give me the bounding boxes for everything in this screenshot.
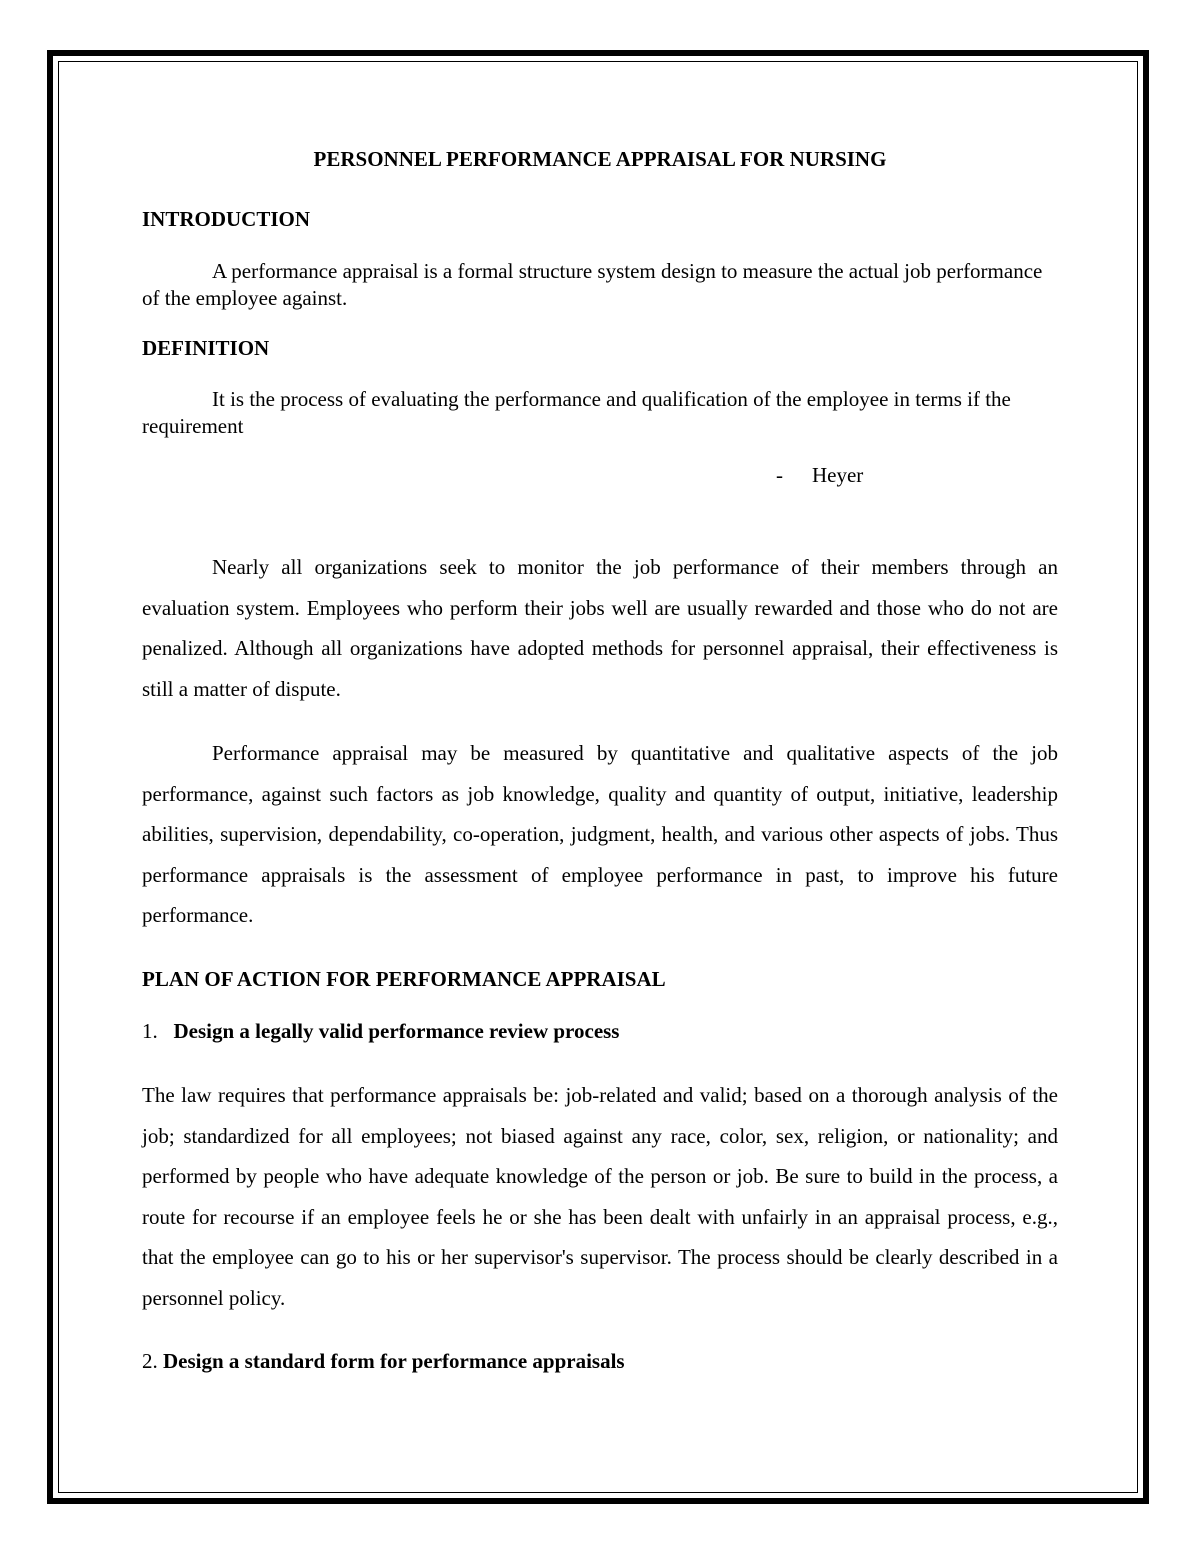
plan-item-2-title: Design a standard form for performance appraisals: [163, 1349, 625, 1373]
document-title: PERSONNEL PERFORMANCE APPRAISAL FOR NURSING: [313, 147, 887, 171]
plan-item-2-number: 2.: [142, 1349, 158, 1373]
introduction-text: A performance appraisal is a formal structure system design to measure the actual job performance of the employee against.: [142, 259, 1043, 310]
definition-text: It is the process of evaluating the performance and qualification of the employee in terms if the requirement: [142, 387, 1011, 438]
introduction-heading: INTRODUCTION: [142, 207, 311, 231]
plan-item-1-title: Design a legally valid performance review process: [173, 1019, 620, 1043]
plan-item-2-heading: [142, 1346, 625, 1376]
author-dash: -: [776, 463, 783, 487]
plan-item-1-number: 1.: [142, 1019, 158, 1043]
plan-item-1-heading: [142, 1016, 619, 1046]
plan-heading: PLAN OF ACTION FOR PERFORMANCE APPRAISAL: [142, 967, 666, 991]
definition-author: [776, 460, 863, 490]
author-name: Heyer: [812, 463, 864, 487]
body-paragraph-2: Performance appraisal may be measured by quantitative and qualitative aspects of the job performance, against such factors as job knowledge, quality and quantity of output, initiative, leadership abilities, supervision, dependability, co-operation, judgment, health, and various other aspects of jobs. Thus performance appraisals is the assessment of employee performance in past, to improve his future performance.: [142, 741, 1058, 927]
plan-item-1-text: The law requires that performance appraisals be: job-related and valid; based on a thorough analysis of the job; standardized for all employees; not biased against any race, color, sex, religion, or nationality; and performed by people who have adequate knowledge of the person or job. Be sure to build in the process, a route for recourse if an employee feels he or she has been dealt with unfairly in an appraisal process, e.g., that the employee can go to his or her supervisor's supervisor. The process should be clearly described in a personnel policy.: [142, 1083, 1058, 1310]
body-paragraph-1: Nearly all organizations seek to monitor the job performance of their members through an evaluation system. Employees who perform their jobs well are usually rewarded and those who do not are penalized. Although all organizations have adopted methods for personnel appraisal, their effectiveness is still a matter of dispute.: [142, 555, 1058, 701]
definition-heading: DEFINITION: [142, 336, 270, 360]
